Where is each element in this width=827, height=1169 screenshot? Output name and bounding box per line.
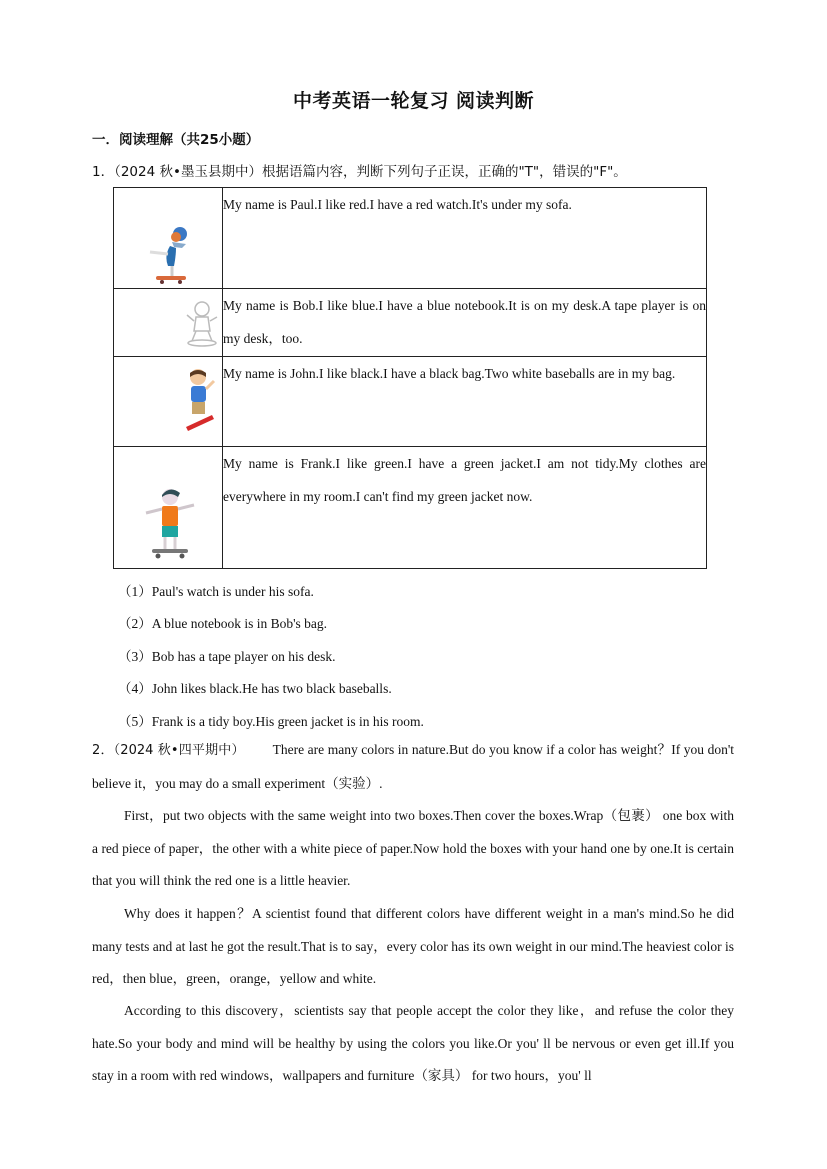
frank-skateboard-picture: [142, 485, 198, 561]
reading-text: My name is Paul.I like red.I have a red watch.It's under my sofa.: [223, 188, 707, 289]
page-title: 中考英语一轮复习 阅读判断: [292, 90, 535, 112]
picture-cell: [114, 357, 223, 447]
picture-cell: [114, 188, 223, 289]
sub-question-5: （5）Frank is a tidy boy.His green jacket is in his room.: [118, 714, 424, 729]
passage-paragraph: First，put two objects with the same weight into two boxes.Then cover the boxes.Wrap（包裹） one box with a red piece of paper，the other with a white piece of paper.Now hold the boxes with your hand one by one.It is certain that you will think the red one is a little heavier.: [92, 808, 734, 889]
bob-sketch-picture: [184, 299, 220, 349]
john-skateboard-picture: [180, 367, 220, 433]
reading-text: My name is Bob.I like blue.I have a blue notebook.It is on my desk.A tape player is on my desk，too.: [223, 289, 707, 357]
question-1-stem: 1．（2024 秋•墨玉县期中）根据语篇内容，判断下列句子正误，正确的"T"，错误的"F"。: [92, 164, 627, 180]
paul-skateboard-picture: [142, 222, 202, 286]
sub-question-4: （4）John likes black.He has two black baseballs.: [118, 681, 392, 696]
question-2-intro: [92, 734, 734, 800]
passage-paragraph: There are many colors in nature.But do you know if a color has weight？If you don't believe it，you may do a small experiment（实验）.: [92, 742, 735, 791]
reading-table: [113, 187, 707, 569]
table-row: [114, 289, 707, 357]
table-row: [114, 447, 707, 569]
section-heading: 一．阅读理解（共25小题）: [92, 132, 260, 148]
sub-question-1: （1）Paul's watch is under his sofa.: [118, 584, 314, 599]
sub-question-3: （3）Bob has a tape player on his desk.: [118, 649, 336, 664]
table-row: [114, 357, 707, 447]
sub-question-2: （2）A blue notebook is in Bob's bag.: [118, 616, 328, 631]
table-row: [114, 188, 707, 289]
reading-text: My name is Frank.I like green.I have a green jacket.I am not tidy.My clothes are everywhere in my room.I can't find my green jacket now.: [223, 447, 707, 569]
reading-text: My name is John.I like black.I have a black bag.Two white baseballs are in my bag.: [223, 357, 707, 447]
passage-paragraph: Why does it happen？A scientist found that different colors have different weight in a man's mind.So he did many tests and at last he got the result.That is to say，every color has its own weight in our mind.The heaviest color is red，then blue，green，orange，yellow and white.: [92, 906, 734, 987]
passage-paragraph: According to this discovery，scientists say that people accept the color they like，and refuse the color they hate.So your body and mind will be healthy by using the colors you like.Or you' ll be nervous or even get ill.If you stay in a room with red windows，wallpapers and furniture（家具） for two hours，you' ll: [92, 1003, 734, 1084]
picture-cell: [114, 289, 223, 357]
question-2-stem: 2．（2024 秋•四平期中）: [92, 743, 245, 758]
picture-cell: [114, 447, 223, 569]
